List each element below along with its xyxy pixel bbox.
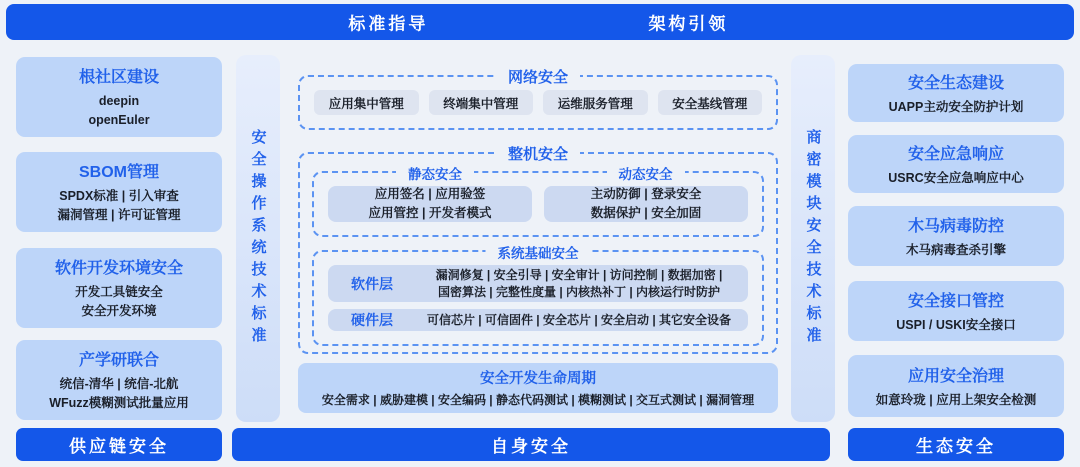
layer-items-line: 国密算法 | 完整性度量 | 内核热补丁 | 内核运行时防护 xyxy=(437,284,721,299)
rail-label: 安全操作系统技术标准 xyxy=(249,128,267,349)
card-security-interface-control xyxy=(848,281,1064,341)
card-line: UAPP主动安全防护计划 xyxy=(888,99,1024,114)
rail-crypto-module-standard xyxy=(791,55,835,422)
banner-label-standards: 标准指导 xyxy=(348,14,429,34)
subsection-title: 系统基础安全 xyxy=(486,242,591,262)
rail-label: 商密模块安全技术标准 xyxy=(804,128,822,349)
box-line: 数据保护 | 安全加固 xyxy=(590,206,702,220)
card-line: 漏洞管理 | 许可证管理 xyxy=(57,208,181,222)
card-title: 安全开发生命周期 xyxy=(480,370,596,387)
section-title: 整机安全 xyxy=(496,143,580,164)
subsection-title-dynamic: 动态安全 xyxy=(607,163,685,183)
dynamic-security-box xyxy=(544,186,748,222)
layer-items-line: 漏洞修复 | 安全引导 | 安全审计 | 访问控制 | 数据加密 | xyxy=(435,267,723,282)
card-title: 软件开发环境安全 xyxy=(54,260,183,277)
chip-ops-service-mgmt: 运维服务管理 xyxy=(543,90,648,115)
card-title: 安全生态建设 xyxy=(907,74,1004,92)
card-title: 应用安全治理 xyxy=(907,367,1004,385)
banner-label-architecture: 架构引领 xyxy=(648,14,729,34)
network-chip-row xyxy=(300,77,776,128)
card-line: openEuler xyxy=(88,113,150,127)
card-line: 如意玲珑 | 应用上架安全检测 xyxy=(875,392,1037,407)
card-title: 根社区建设 xyxy=(78,69,159,86)
subsection-static-dynamic xyxy=(312,167,764,237)
layer-items-line: 可信芯片 | 可信固件 | 安全芯片 | 安全启动 | 其它安全设备 xyxy=(426,312,732,327)
section-title: 网络安全 xyxy=(496,66,580,87)
card-root-community xyxy=(16,57,222,137)
subsection-title-static: 静态安全 xyxy=(396,163,474,183)
card-line: WFuzz模糊测试批量应用 xyxy=(49,396,189,410)
static-dynamic-row xyxy=(314,173,762,235)
card-secure-dev-lifecycle xyxy=(298,363,778,413)
box-line: 应用签名 | 应用验签 xyxy=(374,187,486,201)
card-emergency-response xyxy=(848,135,1064,193)
card-line: 木马病毒查杀引擎 xyxy=(905,242,1006,257)
card-line: 安全需求 | 威胁建模 | 安全编码 | 静态代码测试 | 模糊测试 | 交互式测试 | 漏洞管理 xyxy=(321,392,755,407)
footer-supply-chain-security: 供应链安全 xyxy=(16,428,222,461)
section-network-security xyxy=(298,69,778,130)
layer-label: 硬件层 xyxy=(351,312,393,329)
static-security-box xyxy=(328,186,532,222)
top-banner xyxy=(6,4,1074,40)
chip-app-central-mgmt: 应用集中管理 xyxy=(314,90,419,115)
software-layer-row xyxy=(328,265,748,302)
card-line: 安全开发环境 xyxy=(81,304,157,318)
subsection-system-base-security xyxy=(312,246,764,346)
card-line: SPDX标准 | 引入审查 xyxy=(59,189,179,203)
card-industry-academia xyxy=(16,340,222,420)
box-line: 应用管控 | 开发者模式 xyxy=(368,206,492,220)
footer-self-security: 自身安全 xyxy=(232,428,830,461)
card-title: SBOM管理 xyxy=(78,164,159,181)
card-line: USRC安全应急响应中心 xyxy=(888,170,1024,185)
box-line: 主动防御 | 登录安全 xyxy=(590,187,702,201)
card-title: 木马病毒防控 xyxy=(907,217,1004,235)
card-line: deepin xyxy=(98,94,140,108)
card-line: USPI / USKI安全接口 xyxy=(896,317,1016,332)
card-dev-env-security xyxy=(16,248,222,328)
footer-ecosystem-security: 生态安全 xyxy=(848,428,1064,461)
chip-terminal-central-mgmt: 终端集中管理 xyxy=(429,90,534,115)
card-app-security-governance xyxy=(848,355,1064,417)
card-trojan-virus-control xyxy=(848,206,1064,266)
card-title: 安全应急响应 xyxy=(907,145,1004,163)
layer-items xyxy=(416,267,748,301)
card-security-ecosystem xyxy=(848,64,1064,122)
card-title: 安全接口管控 xyxy=(907,292,1004,310)
card-title: 产学研联合 xyxy=(78,352,159,369)
card-sbom xyxy=(16,152,222,232)
card-line: 统信-清华 | 统信-北航 xyxy=(59,377,179,391)
layer-rows xyxy=(314,252,762,344)
layer-items xyxy=(416,312,748,329)
rail-os-security-standard xyxy=(236,55,280,422)
chip-security-baseline-mgmt: 安全基线管理 xyxy=(658,90,763,115)
hardware-layer-row xyxy=(328,309,748,331)
layer-label: 软件层 xyxy=(351,275,393,292)
card-line: 开发工具链安全 xyxy=(75,285,163,299)
section-machine-security xyxy=(298,146,778,354)
